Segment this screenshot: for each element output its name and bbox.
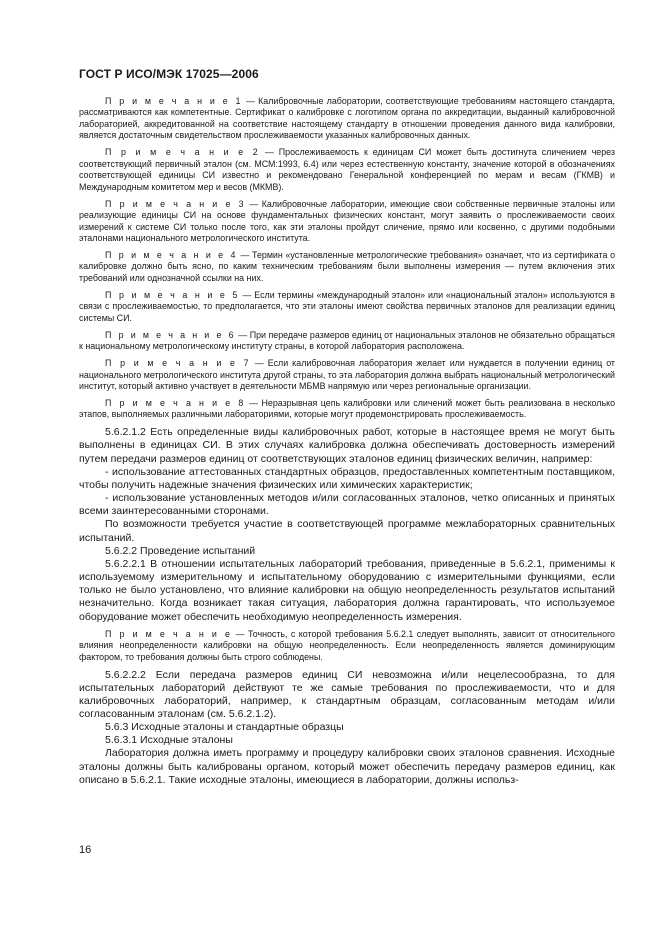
note-text: — Если калибровочная лаборатория желает или нуждается в получении единиц от национального метрологического института другой страны, то эта лаборатория должна выбрать национальный метрологический институт, который активно участвует в деятельности МБМВ напрямую или через региональные организации. [79,358,615,391]
note-5 [79,290,615,324]
notes-block [79,96,615,421]
note-2 [79,147,615,193]
note-6 [79,330,615,353]
note-label: П р и м е ч а н и е 8 [105,397,246,408]
note-label: П р и м е ч а н и е 1 [105,96,243,106]
note-label: П р и м е ч а н и е 7 [105,358,251,369]
section-heading-testing: 5.6.2.2 Проведение испытаний [105,544,256,557]
subsection-heading-reference-standards: 5.6.3.1 Исходные эталоны [105,734,233,747]
body-section-a [79,426,615,623]
note-label: П р и м е ч а н и е [105,628,233,639]
clause-5-6-2-1-2: 5.6.2.1.2 Есть определенные виды калибровочных работ, которые в настоящее время не могут быть выполнены в единицах СИ. В этих случаях калибровка должна обеспечивать достоверность измерений путем передачи размеров единиц от соответствующих эталонов единиц физических величин, например: [79,426,615,465]
list-item-agreed-methods: - использование установленных методов и/или согласованных эталонов, четко описанных и принятых всеми заинтересованными сторонами. [79,492,615,518]
note-label: П р и м е ч а н и е 6 [105,329,236,340]
clause-5-6-2-2-2: 5.6.2.2.2 Если передача размеров единиц СИ невозможна и/или нецелесообразна, то для испытательных лабораторий действуют те же самые требования по прослеживаемости, что и для калибровочных лабораторий, например, к стандартным образцам, согласованным методам и/или согласованным эталонам (см. 5.6.2.1.2). [79,668,615,720]
reference-standards-paragraph: Лаборатория должна иметь программу и процедуру калибровки своих эталонов сравнения. Исходные эталоны должны быть калиброваны органом, который может обеспечить передачу размеров единиц, как описано в 5.6.2.1. Такие исходные эталоны, имеющиеся в лаборатории, должны использ- [79,747,615,786]
clause-5-6-2-2-1: 5.6.2.2.1 В отношении испытательных лабораторий требования, приведенные в 5.6.2.1, применимы к используемому измерительному и испытательному оборудованию с измерительными функциями, если только не было установлено, что влияние калибровки на общую неопределенность результатов испытаний незначительно. Когда возникает такая ситуация, лаборатория должна гарантировать, что используемое оборудование может обеспечить необходимую неопределенность измерения. [79,557,615,623]
note-label: П р и м е ч а н и е 2 [105,147,261,158]
interlab-comparison-paragraph: По возможности требуется участие в соответствующей программе межлабораторных сравнительных испытаний. [79,518,615,544]
note-label: П р и м е ч а н и е 4 [105,249,238,260]
note-text: — При передаче размеров единиц от национальных эталонов не обязательно обращаться к национальному метрологическому институту страны, в которой лаборатория расположена. [79,329,615,352]
document-header: ГОСТ Р ИСО/МЭК 17025—2006 [79,67,259,81]
note-label: П р и м е ч а н и е 5 [105,289,240,300]
note-8 [79,398,615,421]
note-text: — Калибровочные лаборатории, соответствующие требованиям настоящего стандарта, рассматриваются как компетентные. Сертификат о калибровке с логотипом органа по аккредитации, выданный калибровочной лабораторией, аккредитованной на соответствие настоящему стандарту в отношении проведения данного вида калибровки, является достаточным свидетельством прослеживаемости указанных калибровочных данных. [79,96,615,141]
note-text: — Термин «установленные метрологические требования» означает, что из сертификата о калибровке должно быть ясно, по каким техническим требованиям были выполнены измерения — путем включения этих требований или однозначной ссылки на них. [79,249,615,283]
note-text: — Прослеживаемость к единицам СИ может быть достигнута сличением через соответствующий первичный эталон (см. МСМ:1993, 6.4) или через естественную константу, значение которой в обозначениях соответствующей единицы СИ известно и рекомендовано Генеральной конференцией по мерам и весам (ГКМВ) и Международным комитетом мер и весов (МКМВ). [79,147,615,192]
page-content [79,96,615,787]
list-item-reference-materials: - использование аттестованных стандартных образцов, предоставленных компетентным поставщиком, чтобы получить надежные значения физических или химических характеристик; [79,465,615,491]
note-7 [79,358,615,392]
note-text: — Точность, с которой требования 5.6.2.1 следует выполнять, зависит от относительного влияния неопределенности калибровки на общую неопределенность. Если неопределенность является доминирующим фактором, то требования должны быть строго соблюдены. [79,628,615,662]
note-text: — Если термины «международный эталон» или «национальный эталон» используются в связи с прослеживаемостью, то предполагается, что эти эталоны имеют свойства первичных эталонов для реализации единиц системы СИ. [79,289,615,323]
note-accuracy [79,629,615,663]
note-4 [79,250,615,284]
note-3 [79,199,615,245]
page-number: 16 [79,844,92,856]
note-1 [79,96,615,142]
body-section-b [79,669,615,787]
note-text: — Калибровочные лаборатории, имеющие свои собственные первичные эталоны или реализующие единицы СИ на основе фундаментальных физических констант, могут заявить о прослеживаемости своих измерений к системе СИ только после того, как эти эталоны пройдут сличение, прямо или косвенно, с другими подобными эталонами национального метрологического института. [79,198,615,243]
section-heading-reference-standards: 5.6.3 Исходные эталоны и стандартные образцы [105,721,344,734]
note-label: П р и м е ч а н и е 3 [105,198,246,209]
note-text: — Неразрывная цепь калибровки или сличений может быть реализована в несколько этапов, выполняемых различными лабораториями, которые могут продемонстрировать прослеживаемость. [79,397,616,420]
